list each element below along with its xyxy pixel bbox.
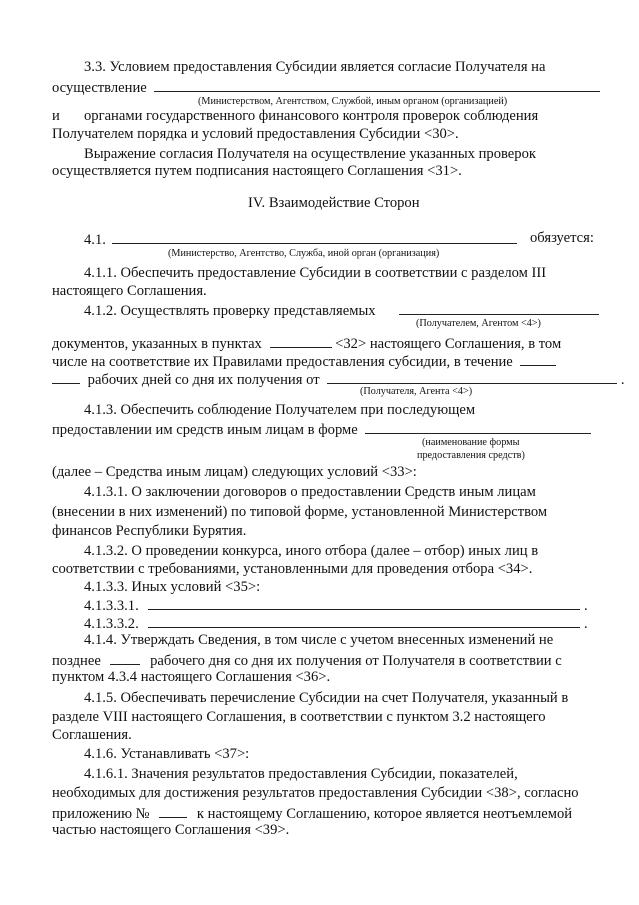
paragraph-4-1-tail: обязуется: <box>530 230 594 246</box>
paragraph-3-3-line-4: Получателем порядка и условий предоставления Субсидии <30>. <box>52 126 459 142</box>
blank-line <box>159 804 187 818</box>
blank-line <box>520 352 556 366</box>
paragraph-4-1-3-line-3: (далее – Средства иным лицам) следующих условий <33>: <box>52 464 417 480</box>
paragraph-4-1-4-line-1: 4.1.4. Утверждать Сведения, в том числе с учетом внесенных изменений не <box>84 632 554 648</box>
paragraph-4-1-3-1-line-2: (внесении в них изменений) по типовой форме, установленной Министерством <box>52 504 548 520</box>
blank-line <box>148 596 580 610</box>
paragraph-4-1-6-1-line-2: необходимых для достижения результатов предоставления Субсидии <38>, согласно <box>52 785 579 801</box>
paragraph-4-1-3-line-2: предоставлении им средств иным лицам в форме <box>52 420 591 439</box>
paragraph-4-1-3-1-line-1: 4.1.3.1. О заключении договоров о предоставлении Средств иным лицам <box>84 484 536 500</box>
blank-line <box>327 370 617 384</box>
paragraph-4-1-2-line-3: числе на соответствие их Правилами предоставления субсидии, в течение <box>52 352 556 371</box>
caption-recipient-agent-2: (Получателя, Агента <4>) <box>360 386 473 397</box>
caption-ministry-2: (Министерство, Агентство, Служба, иной орган (организация) <box>168 248 440 259</box>
paragraph-4-1: 4.1. <box>84 230 517 249</box>
subitem-4-1-3-3-2: 4.1.3.3.2. . <box>84 616 588 632</box>
paragraph-4-1-4-line-3: пунктом 4.3.4 настоящего Соглашения <36>. <box>52 669 331 685</box>
blank-line <box>112 230 517 244</box>
caption-recipient-agent: (Получателем, Агентом <4>) <box>416 318 541 329</box>
blank-line <box>154 78 600 92</box>
paragraph-4-1-5-line-3: Соглашения. <box>52 727 132 743</box>
paragraph-3-3-line-3a: и <box>52 108 60 124</box>
blank-line <box>365 420 591 434</box>
section-heading: IV. Взаимодействие Сторон <box>248 195 420 211</box>
paragraph-4-1-3-2-line-2: соответствии с требованиями, установленными для проведения отбора <34>. <box>52 561 533 577</box>
caption-form-2: предоставления средств) <box>417 450 525 461</box>
paragraph-3-3-line-3b: органами государственного финансового контроля проверок соблюдения <box>84 108 539 124</box>
paragraph-4-1-6-1-line-4: частью настоящего Соглашения <39>. <box>52 822 290 838</box>
paragraph-4-1-6-1-line-1: 4.1.6.1. Значения результатов предоставления Субсидии, показателей, <box>84 766 518 782</box>
paragraph-3-3-line-6: осуществляется путем подписания настоящего Соглашения <31>. <box>52 163 462 179</box>
blank-line <box>270 334 332 348</box>
paragraph-4-1-6: 4.1.6. Устанавливать <37>: <box>84 746 250 762</box>
caption-ministry: (Министерством, Агентством, Службой, иным органом (организацией) <box>198 96 508 107</box>
caption-form-1: (наименование формы <box>422 437 520 448</box>
paragraph-4-1-3-line-1: 4.1.3. Обеспечить соблюдение Получателем при последующем <box>84 402 476 418</box>
blank-line <box>110 651 140 665</box>
paragraph-4-1-6-1-line-3: приложению № к настоящему Соглашению, которое является неотъемлемой <box>52 806 573 822</box>
paragraph-3-3-line-2: осуществление <box>52 78 600 97</box>
paragraph-3-3-line-5: Выражение согласия Получателя на осуществление указанных проверок <box>84 146 536 162</box>
paragraph-3-3-line-1: 3.3. Условием предоставления Субсидии является согласие Получателя на <box>84 59 546 75</box>
paragraph-4-1-3-3-line-1: 4.1.3.3. Иных условий <35>: <box>84 579 261 595</box>
paragraph-4-1-1-line-1: 4.1.1. Обеспечить предоставление Субсидии в соответствии с разделом III <box>84 265 547 281</box>
paragraph-4-1-2-line-2: документов, указанных в пунктах <32> настоящего Соглашения, в том <box>52 336 562 352</box>
paragraph-4-1-4-line-2: позднее рабочего дня со дня их получения от Получателя в соответствии с <box>52 653 562 669</box>
paragraph-4-1-2-line-4: рабочих дней со дня их получения от . <box>52 370 625 389</box>
blank-line <box>148 614 580 628</box>
paragraph-4-1-3-1-line-3: финансов Республики Бурятия. <box>52 523 247 539</box>
paragraph-4-1-1-line-2: настоящего Соглашения. <box>52 283 207 299</box>
blank-line <box>399 301 599 315</box>
paragraph-4-1-5-line-2: разделе VIII настоящего Соглашения, в соответствии с пунктом 3.2 настоящего <box>52 709 546 725</box>
blank-line <box>52 370 80 384</box>
paragraph-4-1-3-2-line-1: 4.1.3.2. О проведении конкурса, иного отбора (далее – отбор) иных лиц в <box>84 543 539 559</box>
paragraph-4-1-5-line-1: 4.1.5. Обеспечивать перечисление Субсидии на счет Получателя, указанный в <box>84 690 569 706</box>
subitem-4-1-3-3-1: 4.1.3.3.1. . <box>84 598 588 614</box>
paragraph-4-1-2-line-1: 4.1.2. Осуществлять проверку представляемых <box>84 301 599 320</box>
